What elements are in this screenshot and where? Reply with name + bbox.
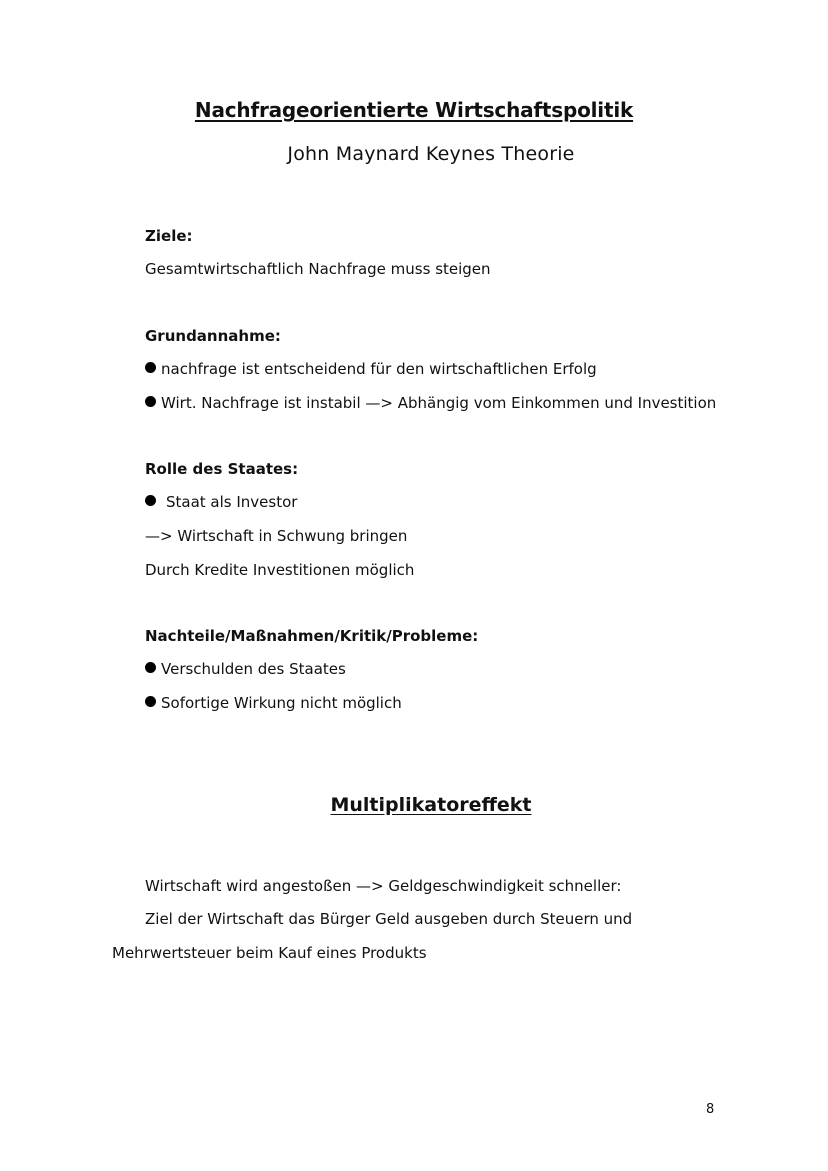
heading-grundannahme: Grundannahme: bbox=[145, 327, 281, 345]
bullet-icon bbox=[145, 362, 156, 373]
list-item-text: Verschulden des Staates bbox=[161, 660, 346, 678]
list-item-text: nachfrage ist entscheidend für den wirtschaftlichen Erfolg bbox=[161, 360, 597, 378]
paragraph-line: Mehrwertsteuer beim Kauf eines Produkts bbox=[112, 944, 427, 962]
list-item bbox=[145, 394, 716, 412]
list-item-text: Staat als Investor bbox=[166, 493, 298, 511]
heading-rolle-des-staates: Rolle des Staates: bbox=[145, 460, 299, 478]
list-item bbox=[145, 694, 402, 712]
bullet-icon bbox=[145, 495, 156, 506]
page-number: 8 bbox=[706, 1102, 715, 1117]
heading-ziele: Ziele: bbox=[145, 227, 193, 245]
heading-nachteile: Nachteile/Maßnahmen/Kritik/Probleme: bbox=[145, 627, 479, 645]
ziele-text: Gesamtwirtschaftlich Nachfrage muss steigen bbox=[145, 260, 491, 278]
list-item bbox=[145, 360, 597, 378]
list-item bbox=[145, 493, 297, 511]
rolle-line: Durch Kredite Investitionen möglich bbox=[145, 561, 415, 579]
page-subtitle: John Maynard Keynes Theorie bbox=[287, 143, 575, 165]
page-title: Nachfrageorientierte Wirtschaftspolitik bbox=[194, 98, 634, 122]
rolle-line: —> Wirtschaft in Schwung bringen bbox=[145, 527, 408, 545]
list-item-text: Wirt. Nachfrage ist instabil —> Abhängig vom Einkommen und Investition bbox=[161, 394, 717, 412]
section-title-multiplikatoreffekt: Multiplikatoreffekt bbox=[330, 794, 532, 816]
bullet-icon bbox=[145, 396, 156, 407]
bullet-icon bbox=[145, 662, 156, 673]
paragraph-line: Ziel der Wirtschaft das Bürger Geld ausgeben durch Steuern und bbox=[145, 910, 633, 928]
list-item-text: Sofortige Wirkung nicht möglich bbox=[161, 694, 402, 712]
list-item bbox=[145, 660, 346, 678]
paragraph-line: Wirtschaft wird angestoßen —> Geldgeschwindigkeit schneller: bbox=[145, 877, 622, 895]
bullet-icon bbox=[145, 696, 156, 707]
